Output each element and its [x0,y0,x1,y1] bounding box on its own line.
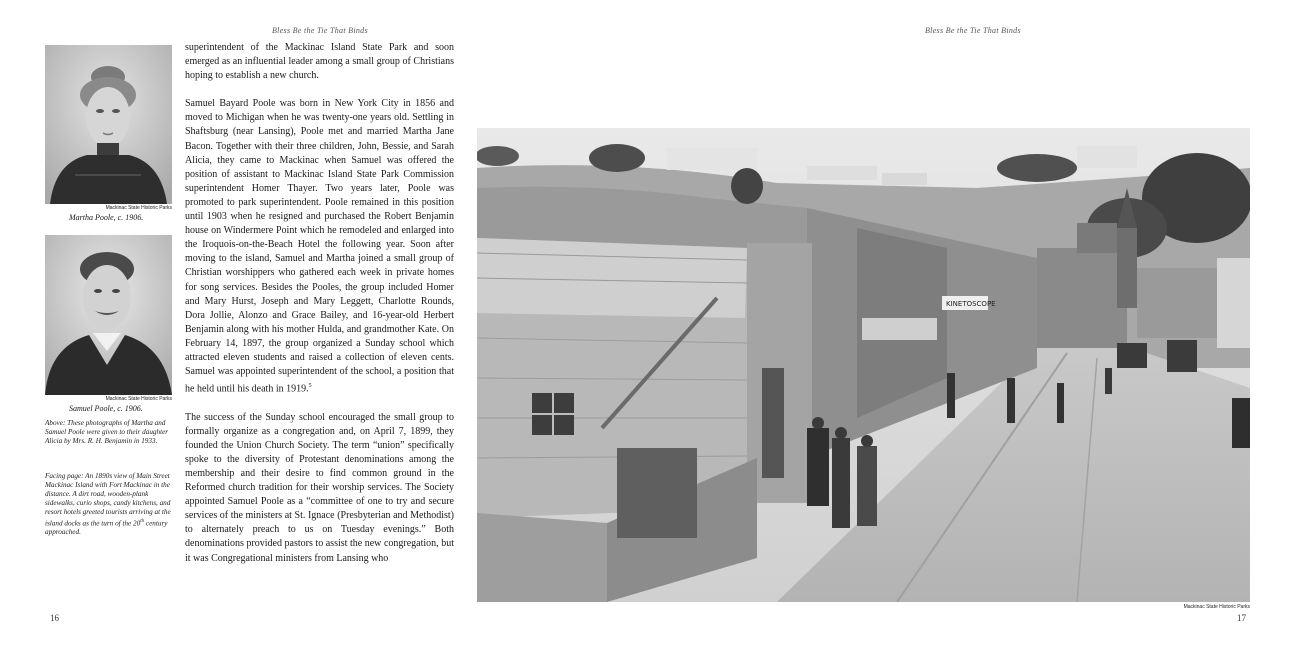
page-number-left: 16 [50,613,59,623]
above-caption: Above: These photographs of Martha and Samuel Poole were given to their daughter Alicia by Mrs. R. H. Benjamin in 1933. [45,419,169,445]
martha-photo-caption: Martha Poole, c. 1906. [69,213,144,222]
page-number-right: 17 [1237,613,1246,623]
body-paragraph: Samuel Bayard Poole was born in New York City in 1856 and moved to Michigan when he was twenty-one years old. Settling in Shaftsburg (near Lansing), Poole met and married Martha Jane Bacon. Together with their three children, John, Bessie, and Sarah Alicia, they came to Mackinac when Samuel was offered the position of assistant to Mackinac Island State Park Commission superintendent Homer Thayer. Two years later, Poole was promoted to park superintendent. Poole remained in this position until 1903 when he resigned and purchased the Robert Benjamin house on Windermere Point which he remodeled and enlarged into the Iroquois-on-the-Beach Hotel the following year. Soon after moving to the island, Samuel and Martha joined a small group of Christian worshippers who gathered each week in private homes for song services. Besides the Pooles, the group included Homer and Mary Hurst, Joseph and Mary Leggett, Charlotte Rounds, Dora Jollie, Alonzo and Grace Bailey, and 16-year-old Herbert Benjamin along with his mother Hulda, and grandmother Kate. On February 14, 1897, the group organized a Sunday school which attracted eleven students and raised a collection of eleven cents. Samuel was appointed superintendent of the school, a position that he held until his death in 1919.$^5$ [185,98,454,395]
running-head-right: Bless Be the Tie That Binds [925,26,1021,35]
samuel-poole-photo [45,235,172,395]
martha-poole-photo [45,45,172,204]
body-paragraph: The success of the Sunday school encouraged the small group to formally organize as a congregation and, on April 7, 1899, they founded the Union Church Society. The term “union” specifically spoke to the diversity of Protestant denominations among the membership and their desire to find common ground in the Reformed church tradition for their worship services. The Society appointed Samuel Poole as a “committee of one to try and secure services of the ministers at St. Ignace (Presbyterian and Methodist) to alternately preach to us on Tuesday evenings.” Both denominations provided pastors to assist the new congregation, but it was Congregational ministers from Lansing who [185,411,454,564]
body-paragraph: superintendent of the Mackinac Island State Park and soon emerged as an influential leader among a small group of Christians hoping to establish a new church. [185,42,454,82]
samuel-photo-credit: Mackinac State Historic Parks [105,396,172,402]
facing-page-caption: Facing page: An 1890s view of Main Street Mackinac Island with Fort Mackinac in the distance. A dirt road, wooden-plank sidewalks, curio shops, candy kitchens, and resort hotels greeted tourists arriving at the island docks as the turn of the 20th century approached. [45,472,171,537]
samuel-photo-caption: Samuel Poole, c. 1906. [69,404,143,413]
main-photo-credit: Mackinac State Historic Parks [1183,604,1250,610]
kinetoscope-sign: KINETOSCOPE [946,300,996,308]
main-street-photo [477,128,1250,602]
running-head-left: Bless Be the Tie That Binds [272,26,368,35]
martha-photo-credit: Mackinac State Historic Parks [105,205,172,211]
body-text-column [185,41,454,580]
footnote-marker: 5 [308,383,312,390]
